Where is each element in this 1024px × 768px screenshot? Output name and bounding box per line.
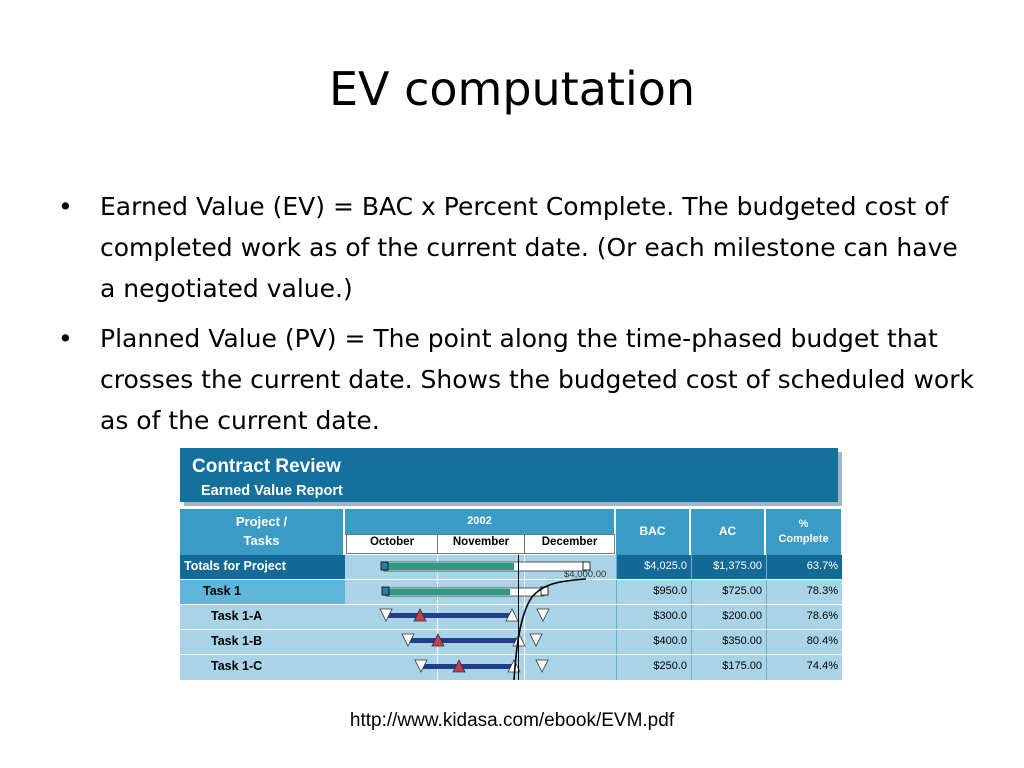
pct-cell: 80.4% [766, 630, 842, 654]
report-subtitle: Earned Value Report [201, 483, 343, 499]
pct-cell: 74.4% [766, 655, 842, 680]
header-month-november: November [437, 534, 525, 554]
bullet-list [58, 186, 978, 450]
bac-cell: $400.0 [616, 630, 691, 654]
header-ac: AC [691, 509, 765, 555]
pct-cell: 78.3% [766, 580, 842, 604]
header-project-line1: Project / [235, 514, 288, 529]
header-pct-line1: % [798, 518, 809, 530]
start-marker-icon [381, 562, 388, 570]
gantt-chart [180, 509, 842, 680]
bullet-dot-icon: • [58, 192, 73, 221]
bullet-item [58, 186, 978, 309]
task-bar-1c [422, 664, 514, 669]
bullet-item [58, 318, 978, 441]
task-bar-1b [409, 638, 519, 643]
bullet-text: Planned Value (PV) = The point along the time-phased budget that crosses the current date. Shows the budgeted cost of scheduled work as of the current date. [100, 324, 974, 435]
pct-cell: 78.6% [766, 605, 842, 629]
header-pct-line2: Complete [778, 533, 829, 545]
bullet-text: Earned Value (EV) = BAC x Percent Complete. The budgeted cost of completed work as of the current date. (Or each milestone can have a negotiated value.) [100, 192, 958, 303]
row-label-task-1c: Task 1-C [180, 655, 345, 680]
slide-title: EV computation [328, 62, 696, 116]
curve-value-label: $4,000.00 [564, 569, 607, 580]
pct-cell: 63.7% [766, 555, 842, 579]
bac-cell: $4,025.0 [616, 555, 691, 579]
triangle-down-icon [536, 660, 548, 672]
header-year: 2002 [345, 509, 615, 535]
triangle-down-icon [530, 634, 542, 646]
row-label-task-1b: Task 1-B [180, 630, 345, 654]
ac-cell: $175.00 [691, 655, 766, 680]
header-project-line2: Tasks [243, 533, 280, 548]
row-label-task-1: Task 1 [180, 580, 345, 604]
triangle-down-icon [537, 609, 549, 621]
bac-cell: $250.0 [616, 655, 691, 680]
start-marker-icon [382, 587, 389, 595]
task-bar-1a [386, 613, 512, 618]
ac-cell: $350.00 [691, 630, 766, 654]
bac-cell: $300.0 [616, 605, 691, 629]
header-month-december: December [524, 534, 615, 554]
header-month-october: October [346, 534, 438, 554]
row-label-totals: Totals for Project [180, 555, 345, 579]
ac-cell: $725.00 [691, 580, 766, 604]
ac-cell: $200.00 [691, 605, 766, 629]
ac-cell: $1,375.00 [691, 555, 766, 579]
report-title: Contract Review [192, 456, 341, 477]
summary-progress-totals [384, 563, 514, 570]
source-link[interactable]: http://www.kidasa.com/ebook/EVM.pdf [349, 710, 675, 731]
earned-value-report-image [180, 446, 844, 680]
bac-cell: $950.0 [616, 580, 691, 604]
report-banner [180, 448, 838, 502]
header-bac: BAC [616, 509, 690, 555]
report-table [180, 509, 842, 680]
bullet-dot-icon: • [58, 324, 73, 353]
row-label-task-1a: Task 1-A [180, 605, 345, 629]
summary-progress-task-1 [386, 589, 510, 595]
